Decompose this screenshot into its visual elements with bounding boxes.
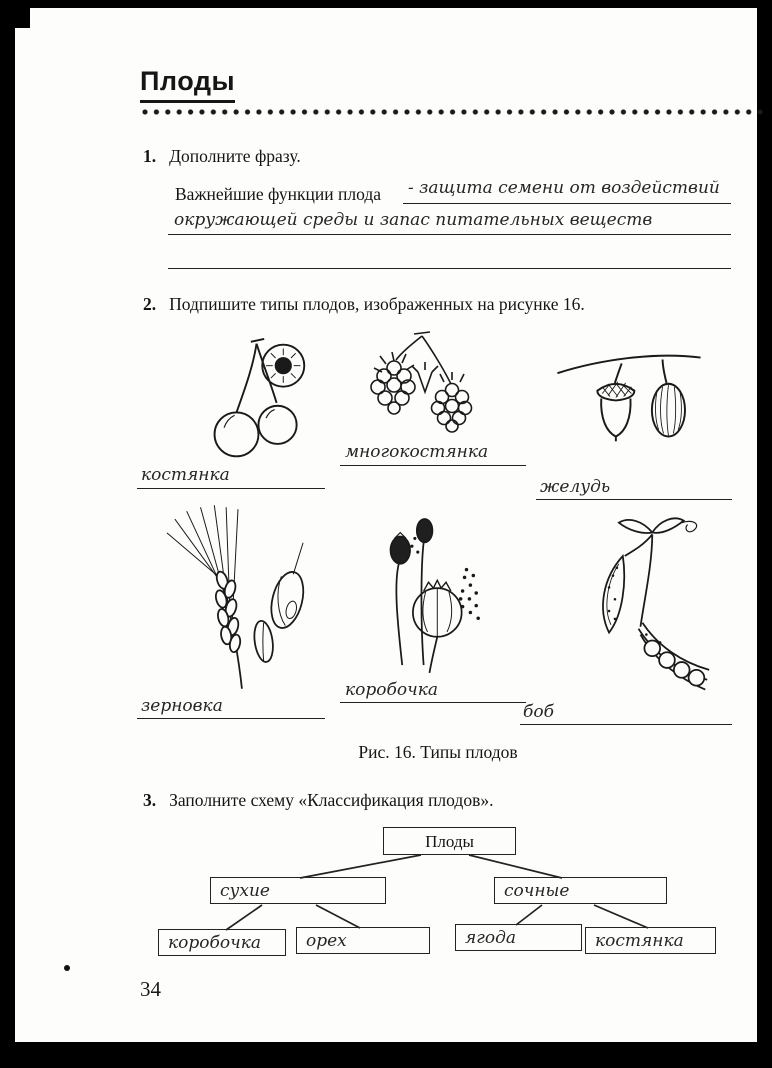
task1-number: 1. <box>143 146 157 166</box>
cherry-drupe-drawing <box>205 333 310 468</box>
task3-instruction: Заполните схему «Классификация плодов». <box>169 790 494 810</box>
scheme-box-capsule <box>158 929 286 956</box>
raspberry-aggregate-drawing <box>352 330 492 450</box>
wheat-caryopsis-drawing <box>163 503 311 691</box>
label-underline-bean <box>520 724 732 725</box>
label-aggregate-drupe: многокостянка <box>345 442 489 462</box>
scheme-box-dry <box>210 877 386 904</box>
acorn-drawing <box>553 342 705 454</box>
scheme-juicy-label: сочные <box>504 881 570 901</box>
scan-edge-bottom <box>0 1042 772 1068</box>
task2-instruction: Подпишите типы плодов, изображенных на рисунке 16. <box>169 294 585 314</box>
scheme-box-nut <box>296 927 430 954</box>
scheme-root-label: Плоды <box>425 832 474 851</box>
scheme-drupe-label: костянка <box>595 931 684 951</box>
ink-spot <box>64 965 70 971</box>
label-underline-capsule <box>340 702 526 703</box>
task1-answer-line1: - защита семени от воздействий <box>408 178 720 198</box>
task1-prompt: Важнейшие функции плода <box>175 184 382 204</box>
pea-pod-drawing <box>558 512 720 710</box>
scheme-box-juicy <box>494 877 667 904</box>
dotted-divider <box>142 109 768 115</box>
label-drupe: костянка <box>141 465 230 485</box>
task1-answer-line2: окружающей среды и запас питательных веществ <box>174 210 653 230</box>
label-underline-aggregate-drupe <box>340 465 526 466</box>
scheme-nut-label: орех <box>306 931 347 951</box>
label-caryopsis: зерновка <box>141 696 223 716</box>
task3-number: 3. <box>143 790 157 810</box>
figure-caption: Рис. 16. Типы плодов <box>358 742 518 762</box>
scheme-box-root <box>383 827 516 855</box>
page-title: Плоды <box>140 66 235 103</box>
task1-header <box>143 146 301 167</box>
page-number: 34 <box>140 977 161 1001</box>
answer-underline-2 <box>168 234 731 235</box>
task2-header <box>143 294 585 315</box>
task1-instruction: Дополните фразу. <box>169 146 301 166</box>
label-capsule: коробочка <box>345 680 438 700</box>
task2-number: 2. <box>143 294 157 314</box>
scheme-capsule-label: коробочка <box>168 933 261 953</box>
task3-header <box>143 790 493 811</box>
scheme-berry-label: ягода <box>465 928 516 948</box>
scheme-box-drupe <box>585 927 716 954</box>
poppy-capsule-drawing <box>373 508 485 676</box>
label-underline-acorn <box>536 499 732 500</box>
scan-edge-top <box>0 0 772 8</box>
label-underline-drupe <box>137 488 325 489</box>
label-underline-caryopsis <box>137 718 325 719</box>
label-acorn: желудь <box>540 477 611 497</box>
scan-edge-corner <box>0 0 30 28</box>
answer-underline-3 <box>168 268 731 269</box>
answer-underline-1 <box>403 203 731 204</box>
label-bean: боб <box>523 702 554 722</box>
scheme-box-berry <box>455 924 582 951</box>
scheme-dry-label: сухие <box>220 881 270 901</box>
